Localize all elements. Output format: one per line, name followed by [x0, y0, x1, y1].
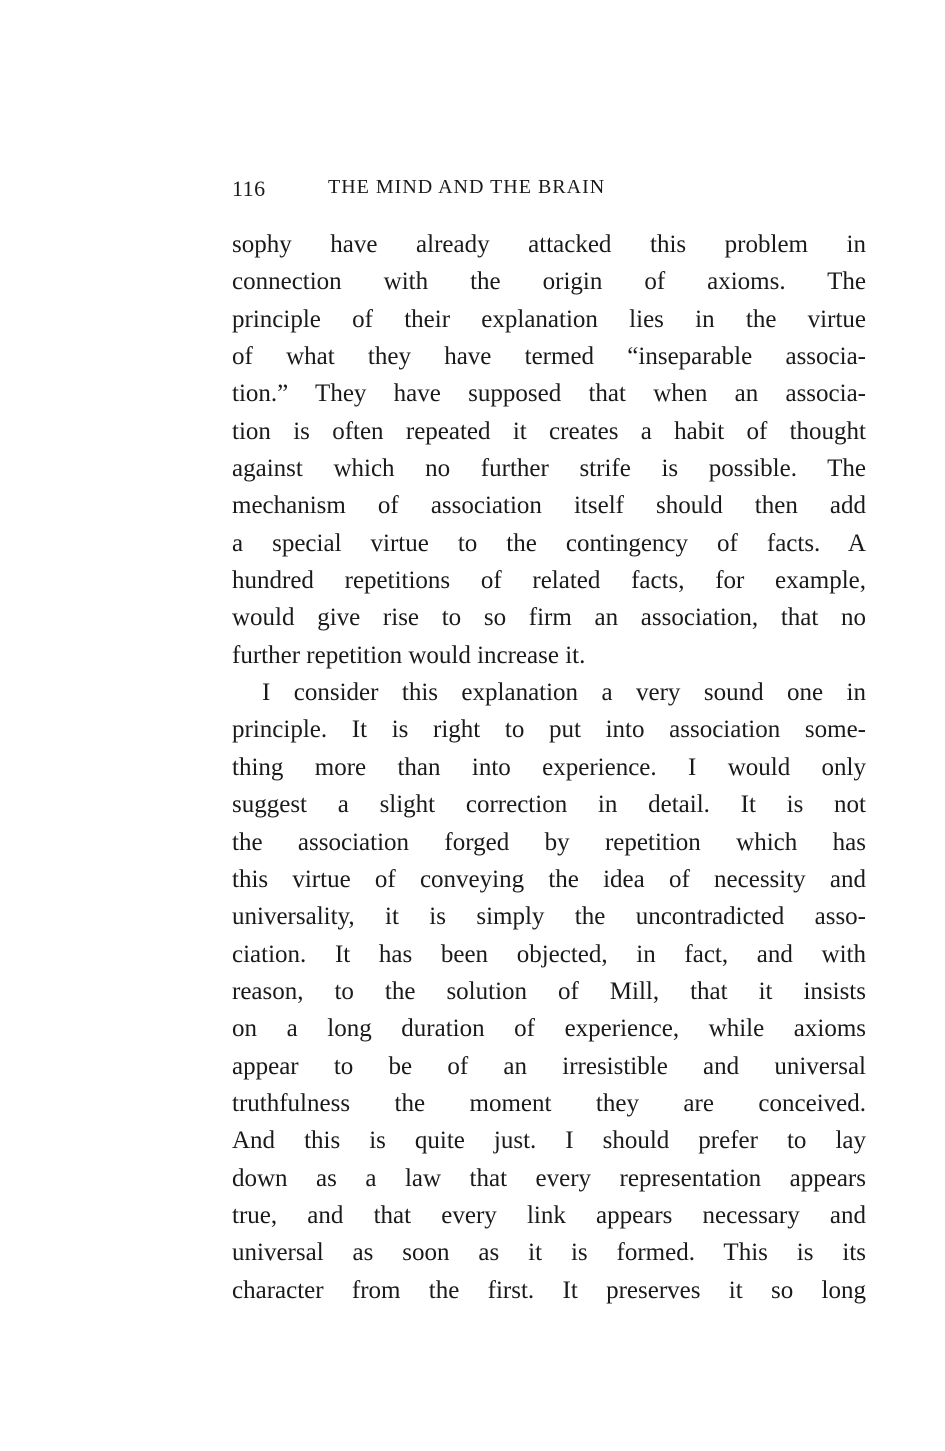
text-line: of what they have termed “inseparable associa- — [232, 343, 866, 371]
text-line: I consider this explanation a very sound one in — [262, 679, 866, 707]
page-number: 116 — [232, 176, 266, 201]
running-head — [232, 176, 866, 208]
text-line: hundred repetitions of related facts, for example, — [232, 567, 866, 595]
text-line: this virtue of conveying the idea of necessity and — [232, 865, 866, 893]
text-line: would give rise to so firm an association, that no — [232, 604, 866, 632]
text-line: further repetition would increase it. — [232, 641, 586, 669]
text-line: reason, to the solution of Mill, that it insists — [232, 977, 866, 1005]
text-line: suggest a slight correction in detail. It is not — [232, 791, 866, 819]
book-page — [232, 176, 866, 1309]
text-line: tion.” They have supposed that when an associa- — [232, 380, 866, 408]
text-line: tion is often repeated it creates a habit of thought — [232, 417, 866, 445]
text-line: truthfulness the moment they are conceived. — [232, 1089, 866, 1117]
running-title: THE MIND AND THE BRAIN — [328, 176, 606, 198]
text-line: principle. It is right to put into association some- — [232, 716, 866, 744]
body-text — [232, 226, 866, 1309]
text-line: character from the first. It preserves it so long — [232, 1276, 866, 1304]
text-line: on a long duration of experience, while axioms — [232, 1015, 866, 1043]
text-line: ciation. It has been objected, in fact, and with — [232, 940, 866, 968]
text-line: thing more than into experience. I would only — [232, 753, 866, 781]
paragraph-1 — [232, 226, 866, 674]
text-line: universal as soon as it is formed. This is its — [232, 1239, 866, 1267]
text-line: against which no further strife is possible. The — [232, 455, 866, 483]
text-line: down as a law that every representation appears — [232, 1164, 866, 1192]
text-line: a special virtue to the contingency of facts. A — [232, 529, 866, 557]
text-line: true, and that every link appears necessary and — [232, 1201, 866, 1229]
text-line: mechanism of association itself should then add — [232, 492, 866, 520]
text-line: connection with the origin of axioms. The — [232, 268, 866, 296]
text-line: appear to be of an irresistible and universal — [232, 1052, 866, 1080]
text-line: And this is quite just. I should prefer to lay — [232, 1127, 866, 1155]
text-line: universality, it is simply the uncontradicted asso- — [232, 903, 866, 931]
text-line: principle of their explanation lies in the virtue — [232, 305, 866, 333]
text-line: sophy have already attacked this problem in — [232, 231, 866, 258]
text-line: the association forged by repetition which has — [232, 828, 866, 856]
paragraph-2 — [232, 674, 866, 1309]
